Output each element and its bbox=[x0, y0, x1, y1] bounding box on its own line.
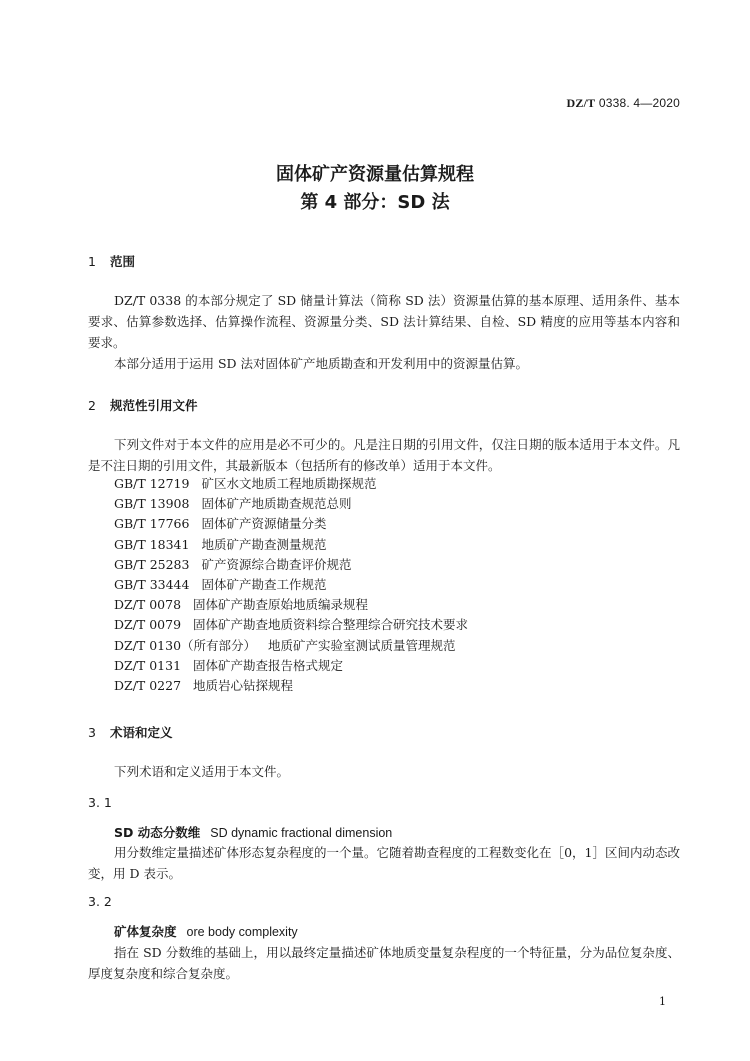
reference-code: DZ/T 0227 bbox=[114, 678, 182, 693]
reference-title: 地质矿产实验室测试质量管理规范 bbox=[268, 637, 456, 653]
reference-title: 地质岩心钻探规程 bbox=[193, 678, 294, 693]
term-entry bbox=[114, 922, 298, 940]
standard-code-number: 0338. 4—2020 bbox=[598, 96, 680, 110]
term-zh: 矿体复杂度 bbox=[114, 924, 177, 939]
term-en: ore body complexity bbox=[186, 925, 298, 939]
term-en: SD dynamic fractional dimension bbox=[210, 826, 393, 840]
section-number: 1 bbox=[88, 254, 96, 269]
reference-item bbox=[114, 494, 351, 514]
term-definition: 指在 SD 分数维的基础上，用以最终定量描述矿体地质变量复杂程度的一个特征量，分为品位复杂度、厚度复杂度和综合复杂度。 bbox=[88, 945, 680, 981]
reference-item bbox=[114, 595, 368, 615]
section-title: 术语和定义 bbox=[110, 725, 173, 740]
page-number: 1 bbox=[659, 995, 666, 1008]
paragraph: 本部分适用于运用 SD 法对固体矿产地质勘查和开发利用中的资源量估算。 bbox=[114, 356, 529, 371]
reference-code: GB/T 17766 bbox=[114, 516, 190, 532]
reference-title: 矿区水文地质工程地质勘探规范 bbox=[201, 476, 377, 491]
reference-code: GB/T 33444 bbox=[114, 577, 190, 592]
reference-title: 固体矿产勘查原始地质编录规程 bbox=[193, 597, 369, 613]
reference-code: DZ/T 0130（所有部分） bbox=[114, 637, 257, 653]
reference-title: 固体矿产勘查地质资料综合整理综合研究技术要求 bbox=[193, 617, 469, 633]
standard-code bbox=[567, 96, 681, 111]
section-number: 3 bbox=[88, 725, 96, 740]
clause-number: 3. 1 bbox=[88, 795, 112, 810]
section-heading-1 bbox=[88, 252, 135, 270]
document-subtitle: 第 4 部分：SD 法 bbox=[300, 192, 450, 213]
section-title: 规范性引用文件 bbox=[110, 398, 198, 413]
reference-title: 固体矿产勘查报告格式规定 bbox=[193, 657, 344, 673]
reference-item bbox=[114, 535, 326, 555]
paragraph: 下列术语和定义适用于本文件。 bbox=[114, 764, 290, 779]
section-title: 范围 bbox=[110, 254, 136, 269]
reference-item bbox=[114, 555, 351, 575]
reference-title: 矿产资源综合勘查评价规范 bbox=[201, 556, 352, 572]
reference-item bbox=[114, 474, 376, 494]
term-definition: 用分数维定量描述矿体形态复杂程度的一个量。它随着勘查程度的工程数变化在［0，1］区间内动态改变，用 D 表示。 bbox=[88, 845, 680, 881]
reference-code: DZ/T 0078 bbox=[114, 597, 182, 613]
section-heading-3 bbox=[88, 723, 173, 741]
reference-code: GB/T 13908 bbox=[114, 496, 190, 512]
reference-item bbox=[114, 676, 293, 696]
clause-number: 3. 2 bbox=[88, 894, 112, 909]
reference-code: DZ/T 0131 bbox=[114, 657, 182, 673]
reference-item bbox=[114, 575, 326, 595]
paragraph: DZ/T 0338 的本部分规定了 SD 储量计算法（简称 SD 法）资源量估算的基本原理、适用条件、基本要求、估算参数选择、估算操作流程、资源量分类、SD 法计算结果、自检、SD 精度的应用等基本内容和要求。 bbox=[88, 293, 680, 350]
section-number: 2 bbox=[88, 398, 96, 413]
reference-item bbox=[114, 636, 456, 656]
reference-code: GB/T 12719 bbox=[114, 476, 190, 491]
reference-title: 地质矿产勘查测量规范 bbox=[201, 536, 327, 552]
reference-title: 固体矿产地质勘查规范总则 bbox=[201, 496, 352, 512]
section-heading-2 bbox=[88, 396, 198, 414]
reference-code: GB/T 25283 bbox=[114, 556, 190, 572]
reference-item bbox=[114, 514, 326, 534]
term-zh: SD 动态分数维 bbox=[114, 825, 201, 840]
reference-title: 固体矿产勘查工作规范 bbox=[201, 577, 327, 592]
reference-item bbox=[114, 656, 343, 676]
reference-code: DZ/T 0079 bbox=[114, 617, 182, 633]
term-entry bbox=[114, 823, 392, 841]
reference-code: GB/T 18341 bbox=[114, 536, 190, 552]
document-title: 固体矿产资源量估算规程 bbox=[276, 164, 474, 185]
reference-title: 固体矿产资源储量分类 bbox=[201, 516, 327, 532]
paragraph: 下列文件对于本文件的应用是必不可少的。凡是注日期的引用文件，仅注日期的版本适用于本文件。凡是不注日期的引用文件，其最新版本（包括所有的修改单）适用于本文件。 bbox=[88, 437, 680, 473]
standard-code-prefix: DZ/T bbox=[566, 96, 596, 110]
reference-item bbox=[114, 615, 468, 635]
